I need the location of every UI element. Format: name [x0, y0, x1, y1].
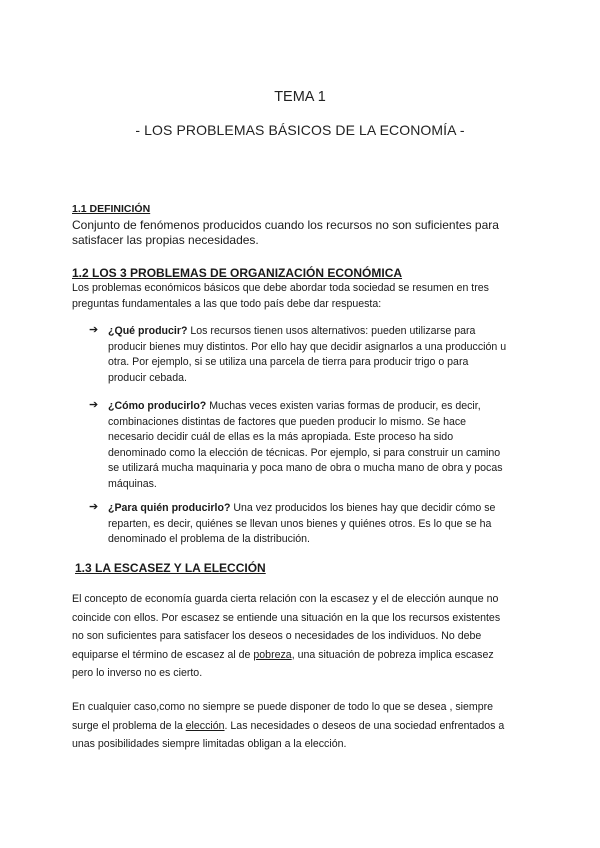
- definition-paragraph: [72, 218, 542, 248]
- arrow-bullet-icon: ➔: [89, 501, 99, 513]
- paragraph-text: , una situación de pobreza implica escasez: [291, 648, 494, 661]
- page-subtitle: - LOS PROBLEMAS BÁSICOS DE LA ECONOMÍA -: [135, 122, 465, 138]
- bullet-label: ¿Qué producir?: [108, 325, 188, 337]
- paragraph-text: equiparse el término de escasez al de: [72, 648, 254, 661]
- bullet-line: necesario decidir cuál de ellas es la más apropiada. Este proceso ha sido: [108, 431, 454, 443]
- paragraph-line: pero lo inverso no es cierto.: [72, 667, 203, 679]
- bullet-que-producir: [108, 324, 548, 386]
- paragraph-line: unas posibilidades siempre limitadas obligan a la elección.: [72, 738, 347, 750]
- bullet-line: denominado el problema de la distribución.: [108, 533, 310, 545]
- pobreza-link[interactable]: pobreza: [253, 648, 292, 661]
- bullet-line: denominado como la elección de técnicas. Por ejemplo, si para construir un camino: [108, 446, 501, 459]
- paragraph-line: En cualquier caso,como no siempre se puede disponer de todo lo que se desea , siempre: [72, 701, 494, 713]
- bullet-label: ¿Para quién producirlo?: [108, 502, 231, 514]
- problems-intro-paragraph: [72, 281, 542, 312]
- bullet-text: Los recursos tienen usos alternativos: pueden utilizarse para: [187, 325, 476, 337]
- arrow-bullet-icon: ➔: [89, 399, 99, 411]
- eleccion-paragraph: [72, 698, 542, 754]
- bullet-line: reparten, es decir, quiénes se llevan unos bienes y quiénes otros. Es lo que se ha: [108, 517, 492, 530]
- bullet-como-producirlo: [108, 399, 548, 492]
- section-heading-problemas: 1.2 LOS 3 PROBLEMAS DE ORGANIZACIÓN ECONÓMICA: [72, 266, 403, 280]
- bullet-text: Una vez producidos los bienes hay que decidir cómo se: [230, 502, 496, 514]
- bullet-para-quien: [108, 501, 548, 548]
- paragraph-line: no son suficientes para satisfacer los deseos o necesidades de los individuos. No debe: [72, 630, 482, 642]
- section-heading-escasez: 1.3 LA ESCASEZ Y LA ELECCIÓN: [75, 561, 266, 575]
- paragraph-text: surge el problema de la: [72, 719, 186, 732]
- intro-line: Los problemas económicos básicos que debe abordar toda sociedad se resumen en tres: [72, 282, 489, 294]
- bullet-line: combinaciones distintas de factores que pueden producir lo mismo. Se hace: [108, 415, 467, 428]
- paragraph-line: El concepto de economía guarda cierta relación con la escasez y el de elección aunque no: [72, 593, 499, 605]
- bullet-line: máquinas.: [108, 477, 157, 490]
- arrow-bullet-icon: ➔: [89, 324, 99, 336]
- definition-line: Conjunto de fenómenos producidos cuando los recursos no son suficientes para: [72, 218, 499, 232]
- bullet-label: ¿Cómo producirlo?: [108, 400, 207, 412]
- bullet-line: producir cebada.: [108, 371, 187, 384]
- bullet-line: otra. Por ejemplo, si se utiliza una parcela de tierra para producir trigo o para: [108, 356, 469, 368]
- paragraph-line: coincide con ellos. Por escasez se entiende una situación en la que los recursos existentes: [72, 611, 501, 624]
- paragraph-text: . Las necesidades o deseos de una sociedad enfrentados a: [224, 719, 505, 732]
- bullet-line: se utilizará mucha maquinaria y poca mano de obra o mucha mano de obra y pocas: [108, 462, 503, 474]
- definition-line: satisfacer las propias necesidades.: [72, 233, 259, 247]
- bullet-line: producir bienes muy distintos. Por ello hay que decidir asignarlos a una producción u: [108, 340, 507, 353]
- section-heading-definicion: 1.1 DEFINICIÓN: [72, 203, 151, 215]
- bullet-text: Muchas veces existen varias formas de producir, es decir,: [206, 400, 481, 412]
- eleccion-link[interactable]: elección: [185, 719, 225, 732]
- escasez-paragraph: [72, 590, 542, 683]
- page-title: TEMA 1: [274, 89, 326, 105]
- intro-line: preguntas fundamentales a las que todo país debe dar respuesta:: [72, 297, 382, 310]
